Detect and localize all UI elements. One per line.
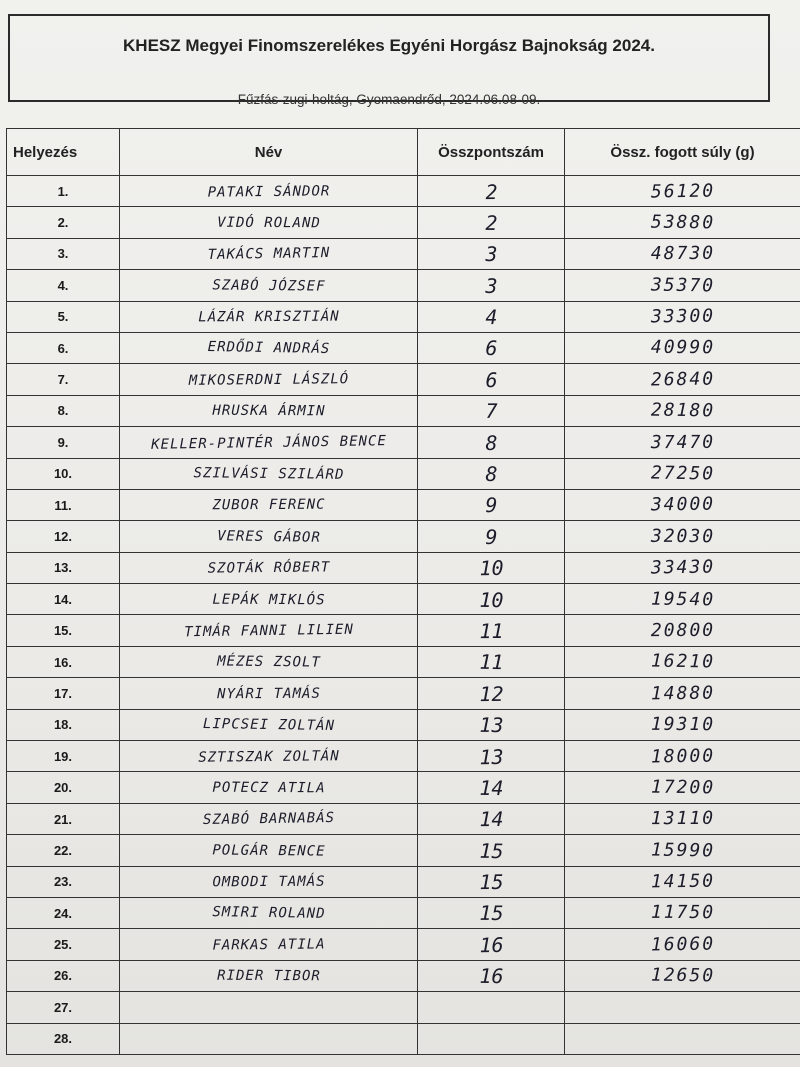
- weight-cell: 53880: [564, 206, 800, 240]
- table-row: [7, 709, 800, 740]
- title-box: [8, 14, 770, 107]
- weight-cell: 16210: [564, 645, 800, 680]
- name-cell: SZABÓ BARNABÁS: [119, 801, 417, 837]
- rank-cell: 26.: [7, 960, 120, 991]
- weight-cell: 12650: [564, 959, 800, 993]
- name-cell: LEPÁK MIKLÓS: [119, 583, 417, 616]
- weight-cell: 14150: [564, 865, 800, 899]
- table-row: [7, 897, 800, 928]
- name-cell: LÁZÁR KRISZTIÁN: [119, 300, 417, 333]
- weight-cell: [564, 991, 800, 1024]
- table-row: [7, 238, 800, 269]
- rank-cell: 13.: [7, 552, 120, 583]
- table-row: [7, 772, 800, 803]
- rank-cell: 4.: [7, 270, 120, 301]
- column-header-rank: Helyezés: [7, 129, 120, 176]
- rank-cell: 14.: [7, 584, 120, 615]
- weight-cell: 32030: [564, 520, 800, 553]
- table-row: [7, 803, 800, 834]
- table-row: [7, 489, 800, 520]
- points-cell: 16: [417, 959, 564, 992]
- name-cell: SZABÓ JÓZSEF: [119, 268, 417, 303]
- table-header-row: [7, 129, 800, 176]
- rank-cell: 2.: [7, 207, 120, 238]
- rank-cell: 9.: [7, 427, 120, 458]
- table-row: [7, 960, 800, 991]
- weight-cell: 34000: [564, 488, 800, 522]
- weight-cell: 37470: [564, 426, 800, 459]
- table-row: [7, 364, 800, 395]
- weight-cell: 16060: [564, 927, 800, 962]
- page-title: KHESZ Megyei Finomszerelékes Egyéni Horgász Bajnokság 2024.: [123, 36, 655, 55]
- points-cell: 8: [417, 457, 564, 491]
- weight-cell: 33430: [564, 550, 800, 585]
- name-cell: TAKÁCS MARTIN: [119, 236, 417, 272]
- weight-cell: 27250: [564, 456, 800, 491]
- rank-cell: 20.: [7, 772, 120, 803]
- points-cell: 6: [417, 363, 564, 397]
- rank-cell: 21.: [7, 803, 120, 834]
- table-row: [7, 741, 800, 772]
- table-row: [7, 1023, 800, 1054]
- points-cell: 15: [417, 897, 564, 929]
- name-cell: SZTISZAK ZOLTÁN: [119, 739, 417, 774]
- rank-cell: 5.: [7, 301, 120, 332]
- table-row: [7, 835, 800, 866]
- table-row: [7, 458, 800, 489]
- rank-cell: 23.: [7, 866, 120, 897]
- rank-cell: 12.: [7, 521, 120, 552]
- name-cell: POTECZ ATILA: [119, 771, 417, 804]
- points-cell: 2: [417, 206, 564, 239]
- weight-cell: 28180: [564, 394, 800, 428]
- points-cell: [417, 991, 564, 1023]
- weight-cell: [564, 1021, 800, 1056]
- points-cell: 12: [417, 677, 564, 710]
- name-cell: RIDER TIBOR: [119, 959, 417, 992]
- table-row: [7, 301, 800, 332]
- weight-cell: 35370: [564, 268, 800, 303]
- table-row: [7, 332, 800, 363]
- weight-cell: 40990: [564, 332, 800, 365]
- table-row: [7, 615, 800, 646]
- weight-cell: 26840: [564, 362, 800, 397]
- rank-cell: 7.: [7, 364, 120, 395]
- column-header-points: Összpontszám: [418, 129, 565, 176]
- points-cell: 13: [417, 739, 564, 773]
- weight-cell: 19310: [564, 709, 800, 742]
- name-cell: SZOTÁK RÓBERT: [119, 551, 417, 586]
- rank-cell: 18.: [7, 709, 120, 740]
- points-cell: 6: [417, 332, 564, 364]
- rank-cell: 24.: [7, 897, 120, 928]
- points-cell: 10: [417, 583, 564, 616]
- table-row: [7, 678, 800, 709]
- points-cell: 7: [417, 394, 564, 427]
- rank-cell: 3.: [7, 238, 120, 269]
- column-header-name: Név: [120, 129, 418, 176]
- table-row: [7, 866, 800, 897]
- rank-cell: 15.: [7, 615, 120, 646]
- points-cell: 15: [417, 834, 564, 868]
- points-cell: 11: [417, 645, 564, 679]
- weight-cell: 56120: [564, 174, 800, 209]
- points-cell: 11: [417, 615, 564, 647]
- table-row: [7, 521, 800, 552]
- weight-cell: 11750: [564, 897, 800, 930]
- points-cell: 4: [417, 300, 564, 333]
- points-cell: 14: [417, 771, 564, 804]
- points-cell: 3: [417, 238, 564, 270]
- rank-cell: 25.: [7, 929, 120, 960]
- name-cell: [119, 989, 417, 1025]
- rank-cell: 10.: [7, 458, 120, 489]
- weight-cell: 48730: [564, 238, 800, 271]
- points-cell: 2: [417, 174, 564, 208]
- rank-cell: 1.: [7, 176, 120, 207]
- name-cell: HRUSKA ÁRMIN: [119, 394, 417, 427]
- points-cell: 10: [417, 551, 564, 585]
- page-subtitle: Fűzfás-zugi-holtág, Gyomaendrőd, 2024.06.08-09.: [237, 92, 541, 107]
- points-cell: 14: [417, 803, 564, 835]
- name-cell: OMBODI TAMÁS: [119, 865, 417, 898]
- weight-cell: 17200: [564, 771, 800, 805]
- name-cell: TIMÁR FANNI LILIEN: [119, 613, 417, 649]
- name-cell: NYÁRI TAMÁS: [119, 677, 417, 710]
- weight-cell: 19540: [564, 582, 800, 616]
- points-cell: 13: [417, 709, 564, 741]
- table-row: [7, 176, 800, 207]
- table-row: [7, 929, 800, 960]
- name-cell: ERDŐDI ANDRÁS: [119, 330, 417, 366]
- points-cell: 9: [417, 520, 564, 552]
- rank-cell: 17.: [7, 678, 120, 709]
- name-cell: LIPCSEI ZOLTÁN: [119, 707, 417, 743]
- rank-cell: 27.: [7, 992, 120, 1023]
- name-cell: MIKOSERDNI LÁSZLÓ: [119, 362, 417, 397]
- rank-cell: 11.: [7, 489, 120, 520]
- name-cell: SMIRI ROLAND: [119, 895, 417, 931]
- rank-cell: 6.: [7, 332, 120, 363]
- points-cell: 15: [417, 865, 564, 898]
- name-cell: POLGÁR BENCE: [119, 833, 417, 868]
- name-cell: PATAKI SÁNDOR: [119, 174, 417, 209]
- weight-cell: 13110: [564, 803, 800, 836]
- weight-cell: 33300: [564, 300, 800, 334]
- table-row: [7, 395, 800, 426]
- name-cell: [119, 1021, 417, 1056]
- rank-cell: 8.: [7, 395, 120, 426]
- points-cell: 8: [417, 426, 564, 458]
- table-row: [7, 584, 800, 615]
- name-cell: FARKAS ATILA: [119, 927, 417, 962]
- name-cell: MÉZES ZSOLT: [119, 645, 417, 680]
- table-row: [7, 427, 800, 458]
- rank-cell: 28.: [7, 1023, 120, 1054]
- table-row: [7, 552, 800, 583]
- weight-cell: 15990: [564, 833, 800, 868]
- name-cell: ZUBOR FERENC: [119, 489, 417, 522]
- points-cell: 9: [417, 489, 564, 522]
- name-cell: VIDÓ ROLAND: [119, 206, 417, 239]
- name-cell: SZILVÁSI SZILÁRD: [119, 456, 417, 491]
- table-row: [7, 646, 800, 677]
- points-cell: [417, 1022, 564, 1056]
- table-row: [7, 270, 800, 301]
- weight-cell: 20800: [564, 614, 800, 647]
- table-row: [7, 992, 800, 1023]
- name-cell: VERES GÁBOR: [119, 518, 417, 554]
- rank-cell: 16.: [7, 646, 120, 677]
- points-cell: 3: [417, 269, 564, 303]
- points-cell: 16: [417, 928, 564, 962]
- results-table: [6, 128, 800, 1055]
- table-row: [7, 207, 800, 238]
- name-cell: KELLER-PINTÉR JÁNOS BENCE: [119, 424, 417, 460]
- rank-cell: 22.: [7, 835, 120, 866]
- column-header-weight: Össz. fogott súly (g): [565, 129, 800, 176]
- weight-cell: 14880: [564, 677, 800, 711]
- weight-cell: 18000: [564, 739, 800, 774]
- rank-cell: 19.: [7, 741, 120, 772]
